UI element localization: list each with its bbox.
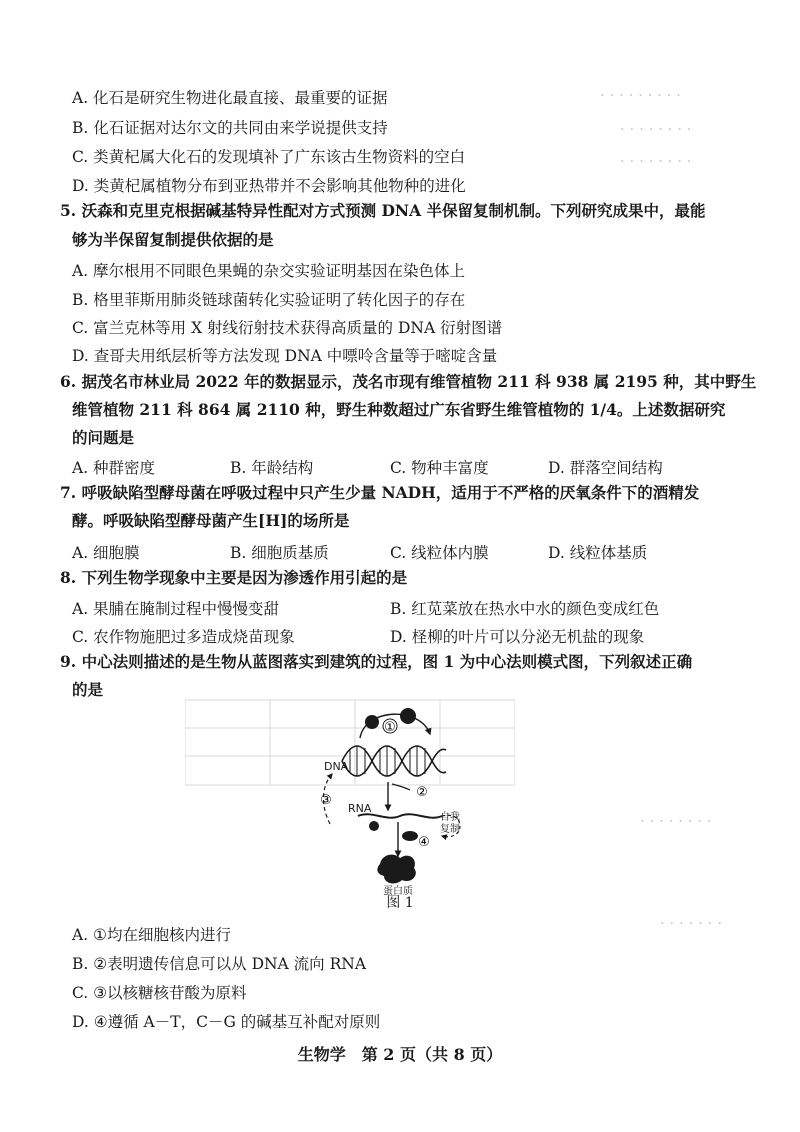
q7-option-a: A. 细胞膜 <box>72 544 140 562</box>
page-footer: 生物学 第 2 页（共 8 页） <box>297 1045 503 1064</box>
q8-stem: 8. 下列生物学现象中主要是因为渗透作用引起的是 <box>60 568 408 587</box>
q6-option-b: B. 年龄结构 <box>230 459 314 477</box>
q8-option-c: C. 农作物施肥过多造成烧苗现象 <box>72 628 295 646</box>
q6-stem-line-2: 维管植物 211 科 864 属 2110 种，野生种数超过广东省野生维管植物的 1/4。上述数据研究 <box>72 400 726 419</box>
bleed-through-text: · · · · · · · <box>660 914 722 932</box>
q4-option-c: C. 类黄杞属大化石的发现填补了广东该古生物资料的空白 <box>72 148 466 166</box>
q5-option-b: B. 格里菲斯用肺炎链球菌转化实验证明了转化因子的存在 <box>72 291 466 309</box>
q4-option-b: B. 化石证据对达尔文的共同由来学说提供支持 <box>72 119 388 137</box>
q6-option-d: D. 群落空间结构 <box>548 459 663 477</box>
bleed-through-text: · · · · · · · · <box>620 152 692 170</box>
figure-caption: 图 1 <box>386 895 414 911</box>
q7-stem-line-1: 7. 呼吸缺陷型酵母菌在呼吸过程中只产生少量 NADH，适用于不严格的厌氧条件下的酒精发 <box>60 483 700 502</box>
dna-label: DNA <box>324 760 349 773</box>
self-replication-label-1: 自我 <box>440 812 460 823</box>
q9-option-b: B. ②表明遗传信息可以从 DNA 流向 RNA <box>72 955 367 973</box>
q9-stem-line-2: 的是 <box>72 680 104 699</box>
q6-option-c: C. 物种丰富度 <box>390 459 489 477</box>
q9-option-a: A. ①均在细胞核内进行 <box>72 926 231 944</box>
rna-label: RNA <box>348 802 372 815</box>
ribosome-icon <box>369 821 379 831</box>
q9-option-d: D. ④遵循 A－T，C－G 的碱基互补配对原则 <box>72 1013 381 1031</box>
enzyme-icon <box>400 708 416 724</box>
q5-option-c: C. 富兰克林等用 X 射线衍射技术获得高质量的 DNA 衍射图谱 <box>72 319 503 337</box>
q9-stem-line-1: 9. 中心法则描述的是生物从蓝图落实到建筑的过程，图 1 为中心法则模式图，下列叙述正确 <box>60 652 693 671</box>
dna-helix <box>342 746 446 776</box>
q7-stem-line-2: 酵。呼吸缺陷型酵母菌产生[H]的场所是 <box>72 511 350 530</box>
bleed-through-text: · · · · · · · · <box>620 120 692 138</box>
central-dogma-diagram <box>310 686 470 896</box>
marker-2: ② <box>416 785 428 800</box>
marker-4: ④ <box>418 835 430 850</box>
q5-option-d: D. 查哥夫用纸层析等方法发现 DNA 中嘌呤含量等于嘧啶含量 <box>72 347 498 365</box>
q6-stem-line-3: 的问题是 <box>72 428 135 447</box>
q7-option-c: C. 线粒体内膜 <box>390 544 489 562</box>
dna-base-pairs <box>350 746 425 776</box>
q8-option-b: B. 红苋菜放在热水中水的颜色变成红色 <box>390 600 660 618</box>
protein-label: 蛋白质 <box>383 886 413 896</box>
q5-stem-line-2: 够为半保留复制提供依据的是 <box>72 230 274 249</box>
q7-option-d: D. 线粒体基质 <box>548 544 648 562</box>
q5-stem-line-1: 5. 沃森和克里克根据碱基特异性配对方式预测 DNA 半保留复制机制。下列研究成果中，最能 <box>60 201 706 220</box>
q4-option-d: D. 类黄杞属植物分布到亚热带并不会影响其他物种的进化 <box>72 177 466 195</box>
q6-stem-line-1: 6. 据茂名市林业局 2022 年的数据显示，茂名市现有维管植物 211 科 938 属 2195 种，其中野生 <box>60 372 757 391</box>
q4-option-a: A. 化石是研究生物进化最直接、最重要的证据 <box>72 89 388 107</box>
marker-1: ① <box>384 720 396 735</box>
ribosome-icon <box>402 831 418 841</box>
protein-icon <box>377 855 415 884</box>
bleed-through-text: · · · · · · · · · <box>600 86 682 104</box>
self-replication-label-2: 复制 <box>440 824 460 835</box>
q9-option-c: C. ③以核糖核苷酸为原料 <box>72 984 247 1002</box>
q5-option-a: A. 摩尔根用不同眼色果蝇的杂交实验证明基因在染色体上 <box>72 262 466 280</box>
bleed-through-text: · · · · · · · · <box>640 812 712 830</box>
q6-option-a: A. 种群密度 <box>72 459 156 477</box>
marker-3: ③ <box>320 793 332 808</box>
enzyme-icon <box>365 715 379 729</box>
q8-option-a: A. 果脯在腌制过程中慢慢变甜 <box>72 600 280 618</box>
q7-option-b: B. 细胞质基质 <box>230 544 329 562</box>
q8-option-d: D. 柽柳的叶片可以分泌无机盐的现象 <box>390 628 645 646</box>
